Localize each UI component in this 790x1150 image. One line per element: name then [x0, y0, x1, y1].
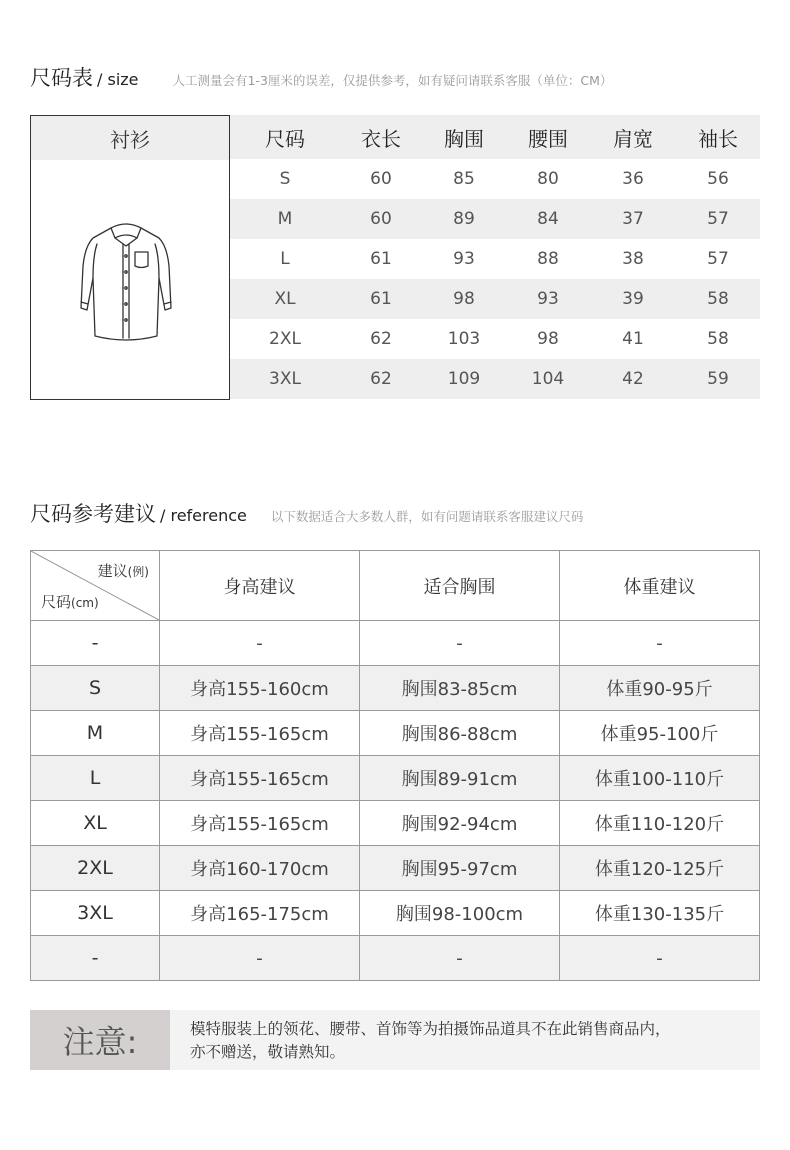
table-row — [31, 666, 760, 711]
reference-section-title — [30, 498, 583, 528]
table-row — [230, 239, 760, 279]
table-row — [230, 199, 760, 239]
cell-weight: 体重95-100斤 — [560, 711, 760, 756]
cell-weight: 体重110-120斤 — [560, 801, 760, 846]
cell-shoulder: 42 — [622, 369, 644, 389]
cell-sleeve: 58 — [707, 289, 729, 309]
table-row — [31, 621, 760, 666]
cell-waist: 98 — [537, 329, 559, 349]
cell-size: 3XL — [269, 369, 301, 389]
cell-chest-fit: 胸围89-91cm — [360, 756, 560, 801]
cell-weight: - — [560, 621, 760, 666]
corner-top-text: 建议 — [97, 562, 128, 580]
size-note: 人工测量会有1-3厘米的误差，仅提供参考，如有疑问请联系客服（单位：CM） — [172, 73, 613, 88]
cell-length: 62 — [370, 329, 392, 349]
size-title-en: / size — [97, 70, 139, 89]
cell-length: 61 — [370, 289, 392, 309]
cell-size: 3XL — [31, 891, 160, 936]
notice-line-1: 模特服装上的领花、腰带、首饰等为拍摄饰品道具不在此销售商品内， — [190, 1020, 671, 1038]
cell-size: 2XL — [31, 846, 160, 891]
cell-waist: 104 — [531, 369, 565, 389]
cell-size: - — [31, 936, 160, 981]
cell-waist: 93 — [537, 289, 559, 309]
size-table-header — [230, 115, 760, 159]
cell-chest: 98 — [453, 289, 475, 309]
cell-sleeve: 59 — [707, 369, 729, 389]
cell-weight: 体重120-125斤 — [560, 846, 760, 891]
cell-weight: 体重100-110斤 — [560, 756, 760, 801]
table-row — [31, 936, 760, 981]
cell-weight: - — [560, 936, 760, 981]
cell-shoulder: 41 — [622, 329, 644, 349]
notice-text — [190, 1018, 755, 1064]
notice-label: 注意: — [30, 1010, 170, 1070]
header-sleeve: 袖长 — [698, 126, 738, 151]
size-title-cn: 尺码表 — [30, 66, 93, 90]
cell-height: 身高165-175cm — [160, 891, 360, 936]
shirt-icon — [71, 216, 181, 346]
cell-chest: 109 — [447, 369, 481, 389]
cell-size: L — [280, 249, 290, 269]
corner-bottom-label — [41, 591, 99, 612]
cell-sleeve: 57 — [707, 209, 729, 229]
cell-size: M — [31, 711, 160, 756]
cell-chest: 89 — [453, 209, 475, 229]
corner-top-small: (例) — [127, 565, 149, 579]
cell-size: S — [279, 169, 291, 189]
cell-length: 61 — [370, 249, 392, 269]
cell-height: - — [160, 936, 360, 981]
table-row — [31, 711, 760, 756]
cell-height: 身高155-165cm — [160, 801, 360, 846]
reference-title-en: / reference — [160, 506, 247, 525]
cell-chest: 103 — [447, 329, 481, 349]
cell-chest-fit: 胸围83-85cm — [360, 666, 560, 711]
size-chart — [30, 115, 760, 400]
cell-waist: 84 — [537, 209, 559, 229]
cell-chest-fit: 胸围92-94cm — [360, 801, 560, 846]
cell-height: - — [160, 621, 360, 666]
cell-chest: 85 — [453, 169, 475, 189]
cell-height: 身高155-160cm — [160, 666, 360, 711]
reference-title-cn: 尺码参考建议 — [30, 502, 156, 526]
reference-table-header — [31, 551, 760, 621]
cell-sleeve: 57 — [707, 249, 729, 269]
cell-length: 60 — [370, 169, 392, 189]
cell-shoulder: 39 — [622, 289, 644, 309]
cell-height: 身高155-165cm — [160, 711, 360, 756]
garment-label: 衬衫 — [31, 116, 229, 160]
cell-shoulder: 38 — [622, 249, 644, 269]
cell-size: - — [31, 621, 160, 666]
table-row — [31, 801, 760, 846]
cell-chest-fit: 胸围95-97cm — [360, 846, 560, 891]
cell-size: 2XL — [269, 329, 301, 349]
header-waist: 腰围 — [528, 126, 568, 151]
cell-size: L — [31, 756, 160, 801]
cell-chest-fit: - — [360, 936, 560, 981]
cell-chest-fit: - — [360, 621, 560, 666]
table-row — [31, 891, 760, 936]
cell-size: XL — [274, 289, 296, 309]
corner-bottom-small: (cm) — [71, 596, 99, 610]
cell-size: S — [31, 666, 160, 711]
garment-panel — [30, 115, 230, 400]
reference-note: 以下数据适合大多数人群，如有问题请联系客服建议尺码 — [270, 509, 584, 524]
header-chest: 胸围 — [444, 126, 484, 151]
header-height: 身高建议 — [160, 551, 360, 621]
table-row — [230, 319, 760, 359]
header-size: 尺码 — [265, 126, 305, 151]
table-row — [230, 159, 760, 199]
corner-top-label — [98, 560, 149, 581]
table-row — [31, 756, 760, 801]
cell-chest-fit: 胸围86-88cm — [360, 711, 560, 756]
cell-length: 62 — [370, 369, 392, 389]
reference-table — [30, 550, 760, 981]
notice-line-2: 亦不赠送，敬请熟知。 — [190, 1043, 346, 1061]
size-section-title — [30, 62, 612, 92]
table-row — [31, 846, 760, 891]
corner-bottom-text: 尺码 — [41, 593, 72, 611]
table-row — [230, 359, 760, 399]
header-shoulder: 肩宽 — [613, 126, 653, 151]
cell-sleeve: 58 — [707, 329, 729, 349]
cell-size: XL — [31, 801, 160, 846]
cell-chest: 93 — [453, 249, 475, 269]
cell-chest-fit: 胸围98-100cm — [360, 891, 560, 936]
corner-cell — [31, 551, 160, 621]
cell-size: M — [277, 209, 293, 229]
header-chest-fit: 适合胸围 — [360, 551, 560, 621]
size-table — [230, 115, 760, 399]
cell-shoulder: 37 — [622, 209, 644, 229]
header-length: 衣长 — [361, 126, 401, 151]
cell-length: 60 — [370, 209, 392, 229]
cell-waist: 88 — [537, 249, 559, 269]
cell-sleeve: 56 — [707, 169, 729, 189]
cell-height: 身高160-170cm — [160, 846, 360, 891]
cell-weight: 体重90-95斤 — [560, 666, 760, 711]
header-weight: 体重建议 — [560, 551, 760, 621]
cell-height: 身高155-165cm — [160, 756, 360, 801]
cell-shoulder: 36 — [622, 169, 644, 189]
cell-waist: 80 — [537, 169, 559, 189]
notice-box — [30, 1010, 760, 1070]
cell-weight: 体重130-135斤 — [560, 891, 760, 936]
table-row — [230, 279, 760, 319]
